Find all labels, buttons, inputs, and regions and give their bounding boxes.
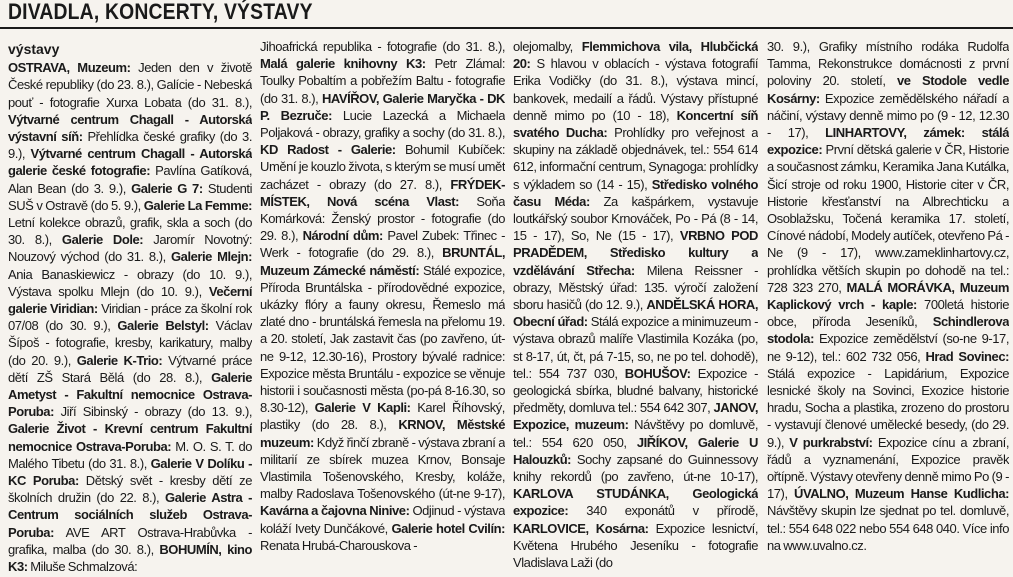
venue-name: KARLOVA STUDÁNKA, Geologická expozice: — [513, 486, 758, 519]
listing-details: Bohumil Kubíček: Umění je kouzlo života, s kterým se musí umět zacházet - obrazy (do 27. 8.), — [260, 142, 505, 192]
listing-details: Soňa Komárková: Ženský prostor - fotografie (do 29. 8.), — [260, 193, 505, 244]
listing-details: S hlavou v oblacích - výstava fotografií Erika Vodičky (do 31. 8.), výstava mincí, bankovek, medailí a řádů. Výstavy přístupné denně mimo po (10 - 18), — [513, 56, 758, 123]
venue-name: Národní dům: — [302, 228, 383, 244]
venue-name: Koncertní síň svatého Ducha: — [513, 107, 758, 141]
listing-details: Stálé expozice, Příroda Bruntálska - přírodovědné expozice, ukázky flóry a fauny okresu, Řemeslo má zlaté dno - bruntálská řemesla na přelomu 19. a 20. století, Jak zastavit čas (po zavřeno, út-ne 9-12, 12.30-16), Prostory bývalé radnice: Expozice města Bruntálu - expozice se věnuje historii i současnosti města (po-pá 8-16.30, so 8.30-12), — [260, 262, 505, 416]
venue-name: HAVÍŘOV, Galerie Maryčka - DK P. Bezruče: — [260, 90, 505, 123]
listing-details: Jaromír Novotný: Nouzový východ (do 31. 8.), — [8, 232, 252, 265]
venue-name: KD Radost - Galerie: — [260, 142, 396, 158]
listing-details: Za kašpárkem, vystavuje loutkářský soubor Krnováček, Po - Pá (8 - 14, 15 - 17), So, Ne (15 - 17), — [513, 193, 758, 244]
listing-details: Odjinud - výstava koláží Ivety Dunčákové, — [260, 503, 505, 536]
venue-name: Galerie Život - Krevní centrum Fakultní nemocnice Ostrava-Poruba: — [8, 421, 252, 454]
listing-details: Pavel Zubek: Třinec - Werk - fotografie (do 29. 8.), — [260, 228, 505, 261]
venue-name: Galerie Mlejn: — [171, 249, 252, 265]
text-column-3 — [513, 38, 758, 574]
venue-name: VRBNO POD PRADĚDEM, Středisko kultury a vzdělávání Střecha: — [513, 228, 758, 278]
venue-name: ÚVALNO, Muzeum Hanse Kudlicha: — [794, 486, 1009, 502]
venue-name: Flemmichova vila, Hlubčická 20: — [513, 39, 758, 72]
venue-name: Galerie G 7: — [131, 180, 203, 196]
venue-name: ve Stodole vedle Kosárny: — [767, 73, 1009, 106]
listing-text — [513, 38, 758, 571]
venue-name: Galerie V Dolíku - KC Poruba: — [8, 455, 252, 489]
text-column-4 — [767, 38, 1009, 574]
listing-details: Studenti SUŠ v Ostravě (do 5. 9.), — [8, 180, 252, 213]
venue-name: Kavárna a čajovna Ninive: — [260, 503, 410, 519]
page-title: DIVADLA, KONCERTY, VÝSTAVY — [8, 0, 313, 24]
listing-details: První dětská galerie v ČR, Historie a současnost zámku, Keramika Jana Kutálka, Šicí stroje od roku 1900, Historie citer v ČR, Historie křesťanství na Albrechticku a Osoblažsku, Točená keramika 17. století, Cínové nádobí, Modely autíček, otevřeno Pá - Ne (9 - 17), www.zameklinhartovy.cz, prohlídka větších skupin po dohodě na tel.: 728 323 270, — [767, 142, 1009, 295]
listing-details: Ania Banaskiewicz - obrazy (do 10. 9.), Výstava spolku Mlejn (do 10. 9.), — [8, 266, 252, 299]
venue-name: JIŘÍKOV, Galerie U Halouzků: — [513, 434, 758, 467]
listing-details: Stálá expozice - Lapidárium, Expozice lesnické školy na Sovinci, Exozice historie hradu, Socha a plastika, zrozeno do prostoru - vystavují členové umělecké besedy, (do 29. 9.), — [767, 365, 1009, 450]
venue-name: Galerie Astra - Centrum sociálních služeb Ostrava-Poruba: — [8, 490, 252, 540]
venue-name: Galerie La Femme: — [143, 197, 252, 213]
listing-details: M. O. S. T. do Malého Tibetu (do 31. 8.), — [8, 438, 252, 471]
venue-name: Galerie Ametyst - Fakultní nemocnice Ostrava-Poruba: — [8, 369, 252, 420]
venue-name: KRNOV, Městské muzeum: — [260, 417, 505, 450]
listing-details: Výtvarné práce dětí ZŠ Stará Bělá (do 28. 8.), — [8, 352, 252, 385]
listing-details: Jeden den v životě České republiky (do 23. 8.), Galície - Nebeská pouť - fotografie Xurxa Lobata (do 31. 8.), — [8, 60, 252, 110]
listing-details: Renata Hrubá-Charouskova - — [260, 537, 418, 553]
venue-name: MALÁ MORÁVKA, Muzeum Kaplickový vrch - kaple: — [767, 279, 1009, 313]
listing-details: Expozice zemědělství (so-ne 9-17, ne 9-12), tel.: 602 732 056, — [767, 331, 1009, 364]
venue-name: Galerie Belstyl: — [117, 318, 209, 334]
page-header — [0, 0, 1013, 29]
listing-details: Miluše Schmalzová: — [27, 559, 138, 575]
venue-name: Výtvarné centrum Chagall - Autorská galerie české fotografie: — [8, 146, 252, 179]
listing-details: Karel Říhovský, plastiky (do 28. 8.), — [260, 400, 505, 433]
listing-details: Návštěvy skupin lze sjednat po tel. domluvě, tel.: 554 648 022 nebo 554 648 040. Více info na www.uvalno.cz. — [767, 503, 1009, 553]
venue-name: V purkrabství: — [789, 434, 873, 450]
listing-details: 700letá historie obce, příroda Jeseníků, — [767, 297, 1009, 330]
listing-details: Lucie Lazecká a Michaela Poljaková - obrazy, grafiky a sochy (do 31. 8.), — [260, 107, 505, 141]
venue-name: Galerie hotel Cvilín: — [391, 520, 505, 536]
text-column-2 — [260, 38, 505, 574]
venue-name: OSTRAVA, Muzeum: — [8, 60, 131, 76]
venue-name: BRUNTÁL, Muzeum Zámecké náměstí: — [260, 245, 505, 278]
venue-name: FRÝDEK-MÍSTEK, Nová scéna Vlast: — [260, 176, 505, 209]
venue-name: Galerie K-Trio: — [76, 352, 163, 368]
listing-details: Když řinčí zbraně - výstava zbraní a militarií ze sbírek muzea Krnov, Bonsaje Vlastimila Tošenovského, Kresby, koláže, malby Radoslava Tošenovského (út-ne 9-17), — [260, 434, 505, 502]
listing-details: Letní kolekce obrazů, grafik, skla a soch (do 30. 8.), — [8, 215, 252, 248]
venue-name: Galerie Dole: — [61, 232, 144, 248]
venue-name: Hrad Sovinec: — [925, 348, 1009, 364]
listing-details: AVE ART Ostrava-Hrabůvka - grafika, malba (do 30. 8.), — [8, 524, 252, 557]
venue-name: Malá galerie knihovny K3: — [260, 56, 426, 72]
listing-details: Václav Šípoš - fotografie, kresby, karikatury, malby (do 20. 9.), — [8, 318, 252, 368]
listing-details: Expozice zemědělského nářadí a náčiní, výstavy denně mimo po (9 - 12, 12.30 - 17), — [767, 90, 1009, 141]
listing-details: Expozice cínu a zbraní, řádů a vyznamenání, Expozice pravěk ořtípně. Výstavy otevřeny denně mimo Po (9 - 17), — [767, 434, 1009, 502]
listing-details: Jiří Sibinský - obrazy (do 13. 9.), — [53, 404, 252, 420]
venue-name: LINHARTOVY, zámek: stálá expozice: — [767, 125, 1009, 158]
listing-details: Návštěvy po domluvě, tel.: 554 620 050, — [513, 417, 758, 450]
listing-details: Prohlídky pro veřejnost a skupiny na základě objednávek, tel.: 554 614 612, informační centrum, Synagoga: prohlídky s výkladem so (14 - 15), — [513, 125, 758, 192]
listing-details: Sochy zapsané do Guinnessovy knihy rekordů (po zavřeno, út-ne 10-17), — [513, 451, 758, 485]
listing-text — [767, 38, 1009, 554]
listing-details: Petr Zlámal: Toulky Pobaltím a pobřežím Baltu - fotografie (do 31. 8.), — [260, 56, 505, 106]
venue-name: JANOV, Expozice, muzeum: — [513, 400, 758, 433]
section-heading: výstavy — [8, 41, 60, 57]
listing-text — [8, 59, 252, 575]
listing-details: 340 exponátů v přírodě, — [568, 503, 758, 519]
venue-name: KARLOVICE, Kosárna: — [513, 520, 649, 536]
venue-name: Schindlerova stodola: — [767, 314, 1009, 347]
venue-name: BOHUMÍN, kino K3: — [8, 541, 252, 575]
listing-details: Dětský svět - kresby dětí ze školních družin (do 22. 8.), — [8, 473, 252, 506]
text-column-1 — [8, 41, 252, 577]
listing-details: Expozice - geologická sbírka, bludné balvany, historické předměty, domluva tel.: 554 642 307, — [513, 365, 758, 416]
venue-name: Výtvarné centrum Chagall - Autorská výstavní síň: — [8, 111, 252, 145]
venue-name: BOHUŠOV: — [624, 365, 691, 381]
listing-details: Viridian - práce za školní rok 07/08 (do 30. 9.), — [8, 301, 252, 334]
listing-details: Pavlína Gatíková, Alan Bean (do 3. 9.), — [8, 163, 252, 196]
listing-details: Stálá expozice a minimuzeum - výstava obrazů malíře Vlastimila Kozáka (po, st 8-17, út, čt, pá 7-15, so, ne po tel. dohodě), tel.: 554 737 030, — [513, 314, 758, 381]
venue-name: Středisko volného času Méda: — [513, 176, 758, 209]
listing-details: 30. 9.), Grafiky místního rodáka Rudolfa Tamma, Rekonstrukce domácnosti z první poloviny 20. století, — [767, 39, 1009, 89]
venue-name: Večerní galerie Viridian: — [8, 283, 252, 317]
listing-details: olejomalby, — [513, 39, 582, 54]
venue-name: Galerie V Kapli: — [314, 400, 411, 416]
listing-details: Expozice lesnictví, Květena Hrubého Jeseníku - fotografie Vladislava Laži (do — [513, 520, 758, 571]
venue-name: ANDĚLSKÁ HORA, Obecní úřad: — [513, 297, 758, 330]
listing-text — [260, 38, 505, 554]
listing-details: Jihoafrická republika - fotografie (do 31. 8.), — [260, 39, 505, 54]
listing-details: Přehlídka české grafiky (do 3. 9.), — [8, 129, 252, 162]
listing-details: Milena Reissner - obrazy, Městský úřad: 135. výročí založení sboru hasičů (do 12. 9.), — [513, 262, 758, 313]
